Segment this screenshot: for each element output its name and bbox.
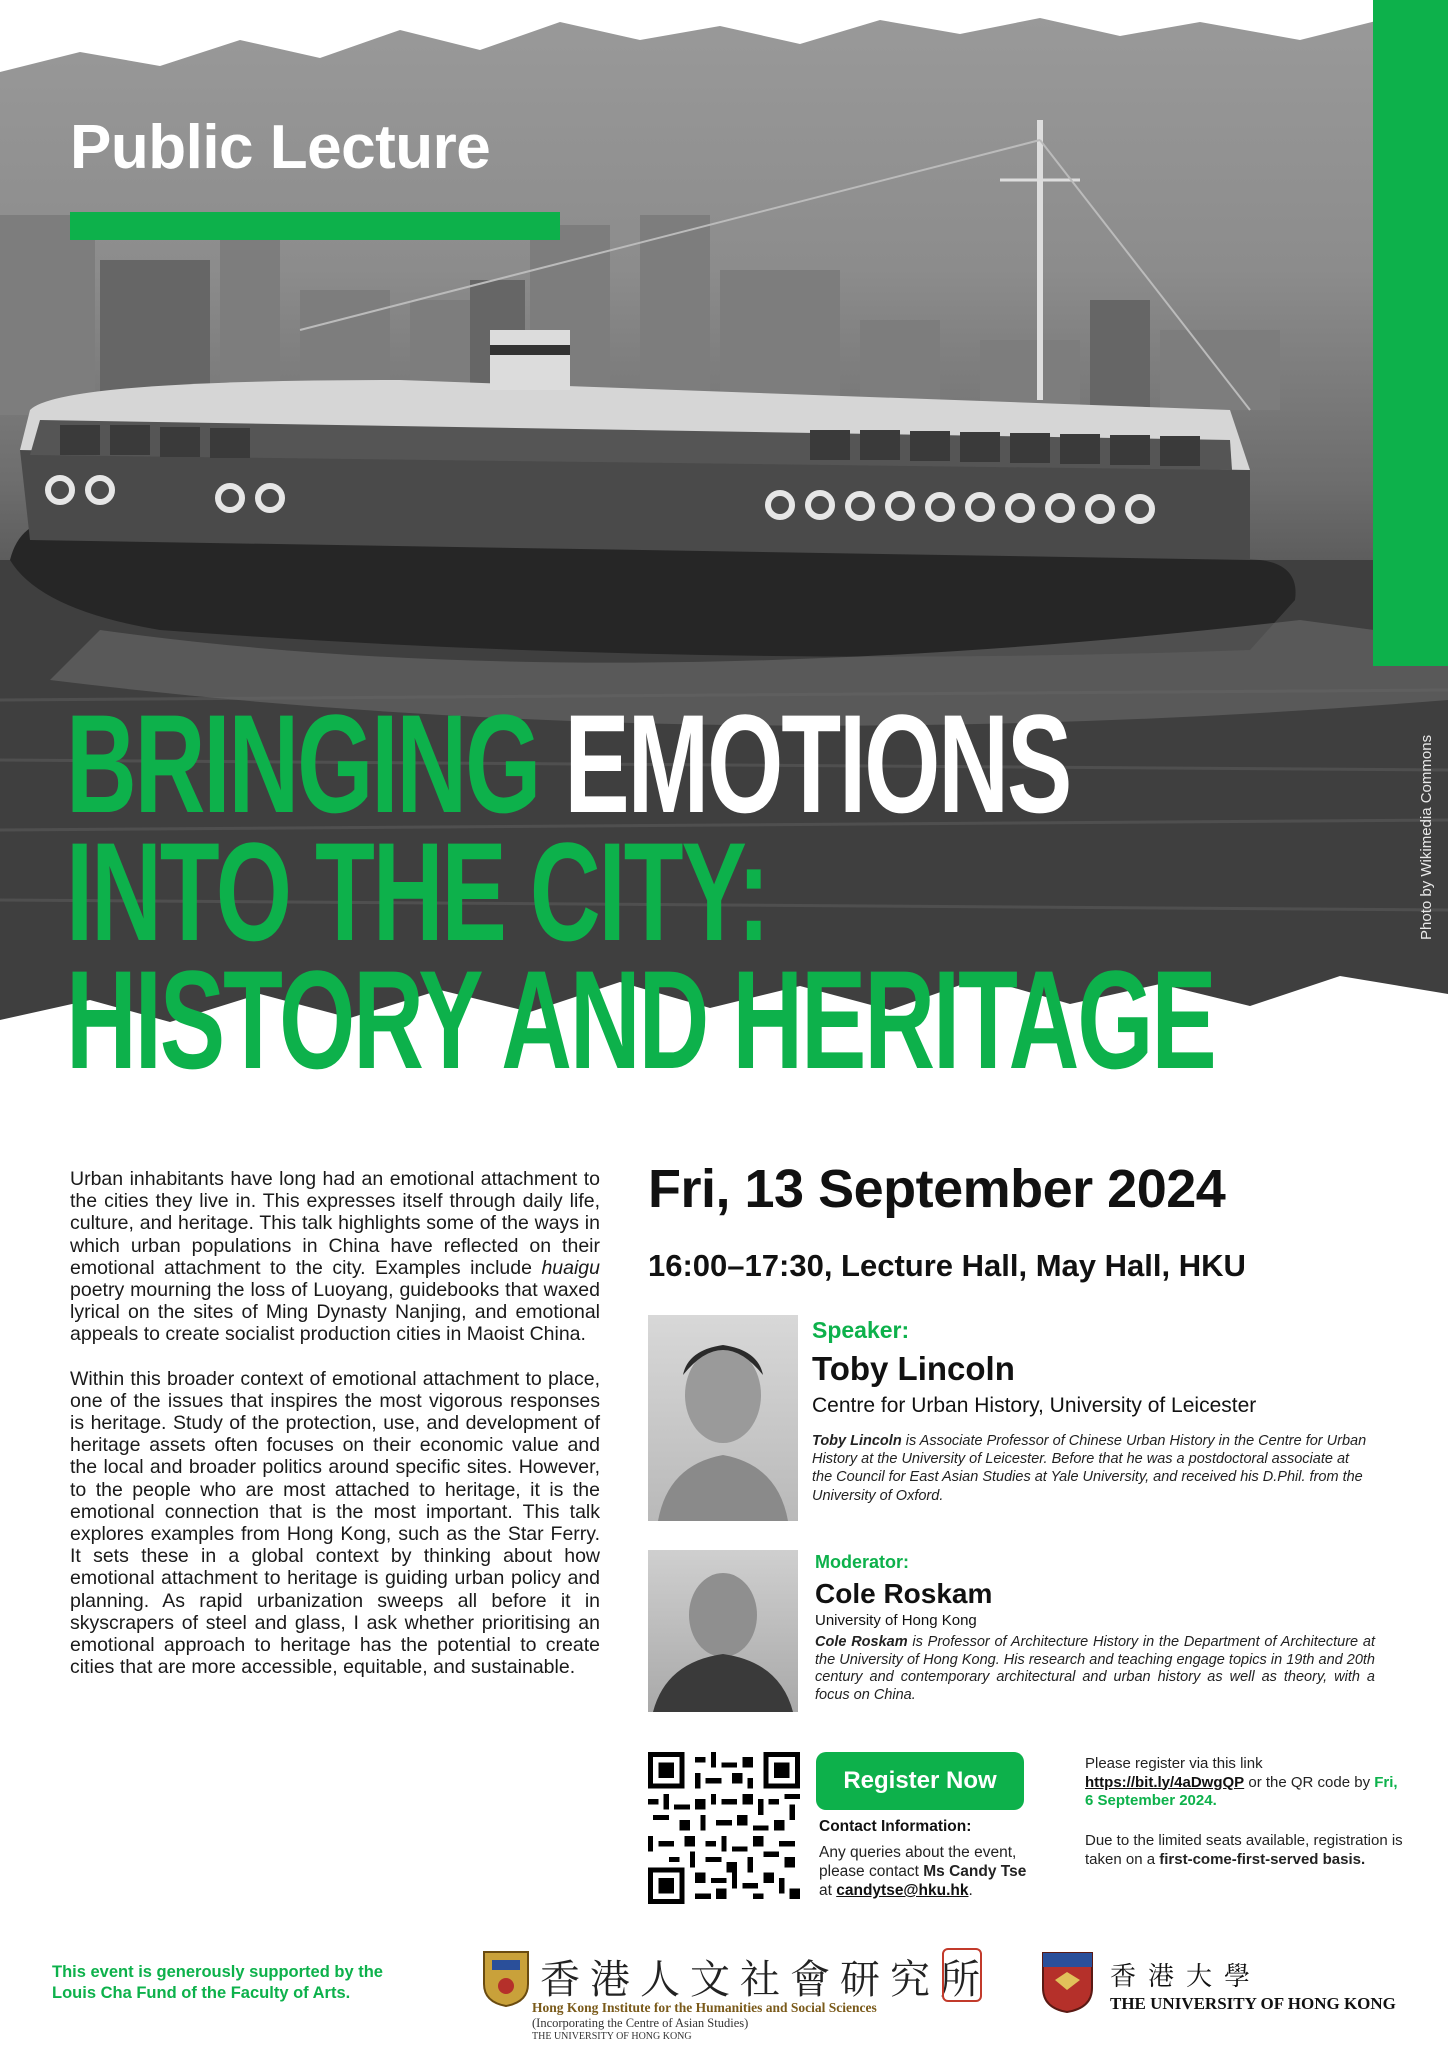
title-line-2: INTO THE CITY: xyxy=(66,813,768,970)
abstract xyxy=(70,1168,600,1700)
moderator-portrait-icon xyxy=(648,1550,798,1712)
event-time-venue: 16:00–17:30, Lecture Hall, May Hall, HKU xyxy=(648,1248,1246,1283)
accent-bar xyxy=(1373,0,1448,666)
event-date: Fri, 13 September 2024 xyxy=(648,1159,1226,1219)
moderator-affiliation: University of Hong Kong xyxy=(815,1612,977,1629)
institute-name-english: Hong Kong Institute for the Humanities and Social Sciences xyxy=(532,2000,877,2015)
speaker-bio: Toby Lincoln is Associate Professor of Chinese Urban History in the Centre for Urban History at the University of Leicester. Before that he was a postdoctoral associate at the Council for East Asian Studies at Yale University, and received his D.Phil. from the University of Oxford. xyxy=(812,1433,1367,1504)
contact-email-link[interactable]: candytse@hku.hk xyxy=(836,1882,969,1899)
torn-paper-top xyxy=(0,0,1448,90)
contact-title: Contact Information: xyxy=(819,1818,972,1835)
registration-note: Please register via this link https://bit.ly/4aDwgQP or the QR code by Fri, 6 September 2024. xyxy=(1085,1755,1398,1809)
lecture-title xyxy=(66,685,1215,1098)
hku-name-chinese: 香港大學 xyxy=(1110,1962,1263,1992)
kicker-underline xyxy=(70,212,560,240)
institute-name-chinese: 香港人文社會研究所 xyxy=(540,1957,990,2003)
institute-subtitle: (Incorporating the Centre of Asian Studies) xyxy=(532,2016,749,2030)
register-now-button[interactable]: Register Now xyxy=(816,1752,1024,1810)
moderator-name: Cole Roskam xyxy=(815,1578,993,1609)
speaker-name: Toby Lincoln xyxy=(812,1350,1015,1387)
speaker-portrait-icon xyxy=(648,1315,798,1521)
registration-qr-code[interactable] xyxy=(648,1752,800,1904)
moderator-label: Moderator: xyxy=(815,1552,909,1572)
sponsor-note: This event is generously supported by the Louis Cha Fund of the Faculty of Arts. xyxy=(52,1963,383,2002)
title-green-word: BRINGING xyxy=(66,685,565,842)
hkihss-logo xyxy=(482,1948,990,2042)
speaker-affiliation: Centre for Urban History, University of Leicester xyxy=(812,1394,1257,1417)
hku-shield-icon xyxy=(1040,1950,1095,2014)
qr-code-icon xyxy=(648,1752,800,1904)
registration-deadline: Fri, 6 September 2024. xyxy=(1085,1773,1398,1809)
abstract-paragraph-2: Within this broader context of emotional attachment to place, one of the issues that inspires the most vigorous responses is heritage. Study of the protection, use, and development of heritage assets often focuses on their economic value and the local and broader politics around specific sites. However, to the people who are most attached to heritage, it is the emotional connection that is the most important. This talk explores examples from Hong Kong, such as the Star Ferry. It sets these in a global context by thinking about how emotional attachment to heritage is guiding urban policy and planning. As rapid urbanization sweeps all before it in skyscrapers of steel and glass, I ask whether prioritising an emotional approach to heritage has the potential to create cities that are more accessible, equitable, and sustainable. xyxy=(70,1367,600,1679)
speaker-photo xyxy=(648,1315,798,1521)
institute-university: THE UNIVERSITY OF HONG KONG xyxy=(532,2031,692,2042)
title-white-word: EMOTIONS xyxy=(564,685,1071,842)
contact-info: Any queries about the event, please contact Ms Candy Tse at candytse@hku.hk. xyxy=(819,1844,1027,1899)
event-type: Public Lecture xyxy=(70,113,491,182)
speaker-label: Speaker: xyxy=(812,1317,910,1343)
title-line-3: HISTORY AND HERITAGE xyxy=(66,941,1215,1098)
hku-logo xyxy=(1040,1950,1440,2030)
title-line-1 xyxy=(66,685,1215,842)
registration-link[interactable]: https://bit.ly/4aDwgQP xyxy=(1085,1773,1245,1791)
hku-name-english: THE UNIVERSITY OF HONG KONG xyxy=(1110,1994,1396,2013)
seal-icon xyxy=(942,1948,982,2002)
moderator-photo xyxy=(648,1550,798,1712)
hku-crest-icon xyxy=(482,1950,530,2008)
seat-note: Due to the limited seats available, registration is taken on a first-come-first-served basis. xyxy=(1085,1832,1403,1868)
moderator-bio: Cole Roskam is Professor of Architecture History in the Department of Architecture at the University of Hong Kong. His research and teaching engage topics in 19th and 20th century and contemporary architectural and urban history as well as theory, with a focus on China. xyxy=(815,1634,1375,1703)
abstract-paragraph-1: Urban inhabitants have long had an emotional attachment to the cities they live in. This expresses itself through daily life, culture, and heritage. This talk highlights some of the ways in which urban populations in China have reflected on their emotional attachment to the city. Examples include huaigu poetry mourning the loss of Luoyang, guidebooks that waxed lyrical on the sites of Ming Dynasty Nanjing, and emotional appeals to create socialist production cities in Maoist China. xyxy=(70,1168,600,1346)
photo-credit: Photo by Wikimedia Commons xyxy=(1418,734,1435,940)
